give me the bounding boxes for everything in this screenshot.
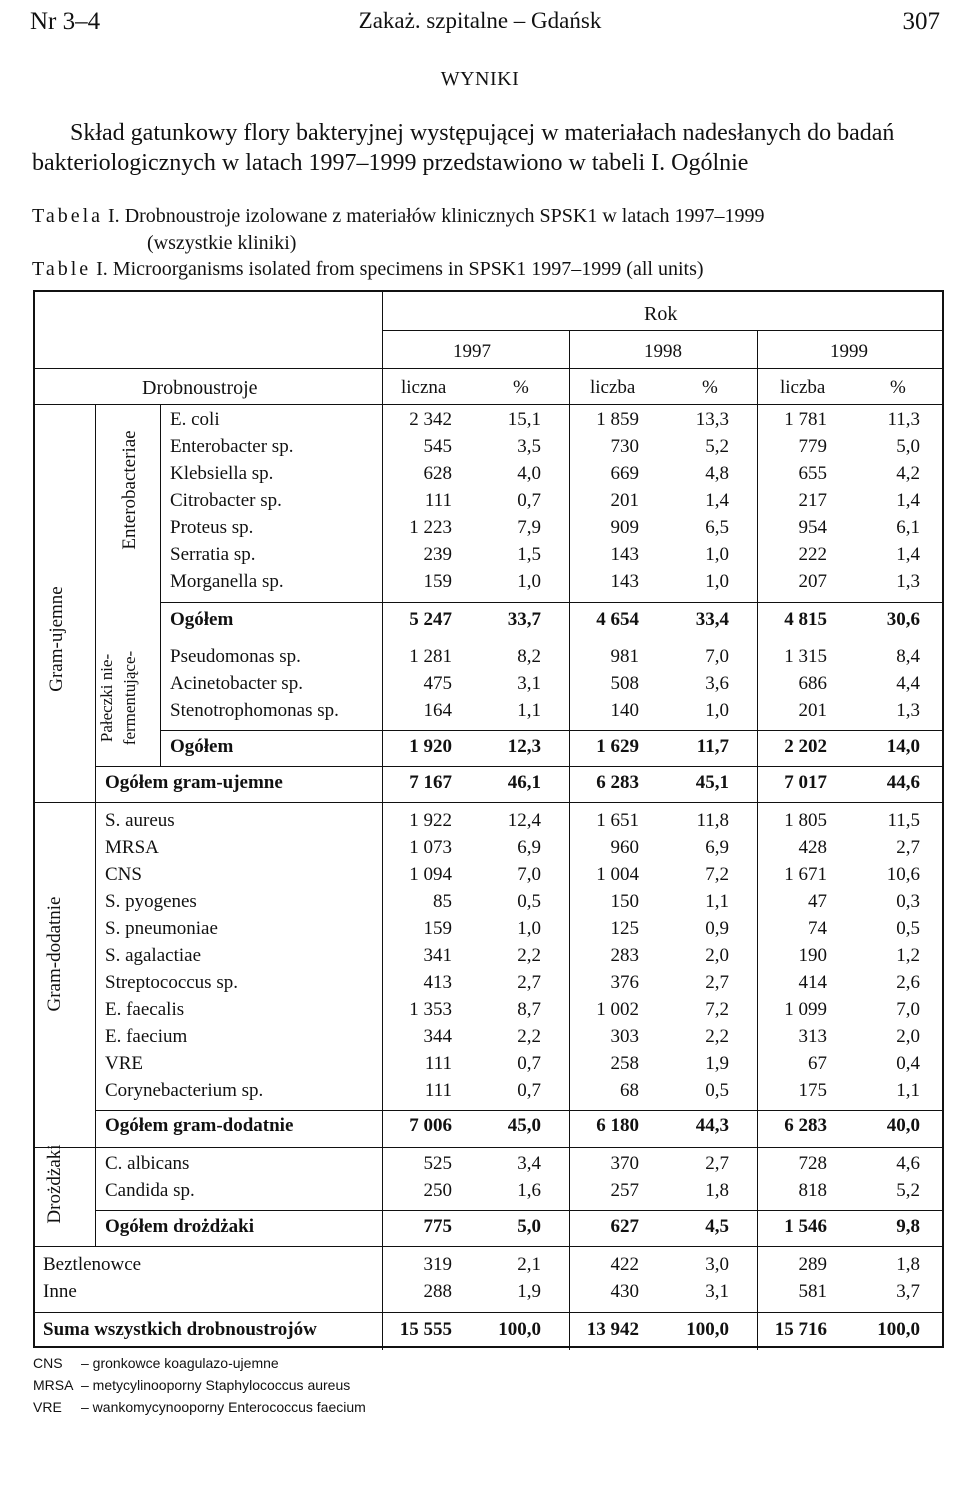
group-label-enterobacteriae: Enterobacteriae (119, 430, 140, 550)
table-cell: 376 (610, 972, 639, 993)
table-cell: 3,5 (517, 436, 541, 457)
table-cell: 370 (610, 1153, 639, 1174)
table-cell: 1 546 (784, 1216, 827, 1237)
table-cell: 6 180 (596, 1115, 639, 1136)
table-cell: 1,4 (896, 544, 920, 565)
table-cell: 68 (620, 1080, 639, 1101)
row-label: Ogółem gram-ujemne (105, 772, 283, 793)
table-cell: 6,1 (896, 517, 920, 538)
table-cell: 1,6 (517, 1180, 541, 1201)
table-cell: 1 859 (596, 409, 639, 430)
row-label: Acinetobacter sp. (170, 673, 303, 694)
group-label-gram-positive: Gram-dodatnie (44, 896, 65, 1012)
table-cell: 545 (423, 436, 452, 457)
group-label-nonferm-line2: fermentujące- (120, 650, 139, 746)
table-cell: 12,3 (507, 736, 541, 757)
table-cell: 4,0 (517, 463, 541, 484)
subhead-count-1998: liczba (590, 377, 636, 398)
table-cell: 6 283 (784, 1115, 827, 1136)
caption-text: Drobnoustroje izolowane z materiałów klinicznych SPSK1 w latach 1997–1999 (124, 205, 765, 227)
table-cell: 1,4 (896, 490, 920, 511)
table-cell: 1 805 (784, 810, 827, 831)
table-cell: 140 (610, 700, 639, 721)
table-cell: 2,2 (705, 1026, 729, 1047)
table-cell: 1 281 (409, 646, 452, 667)
table-cell: 11,7 (696, 736, 729, 757)
table-cell: 3,1 (517, 673, 541, 694)
table-cell: 46,1 (507, 772, 541, 793)
table-cell: 40,0 (886, 1115, 920, 1136)
table-cell: 2,7 (517, 972, 541, 993)
grid-line (35, 1312, 944, 1313)
table-cell: 2,2 (517, 945, 541, 966)
table-cell: 190 (798, 945, 827, 966)
row-label: Serratia sp. (170, 544, 256, 565)
table-cell: 159 (423, 571, 452, 592)
table-cell: 258 (610, 1053, 639, 1074)
table-cell: 100,0 (498, 1319, 541, 1340)
row-label: S. agalactiae (105, 945, 202, 966)
table-cell: 11,5 (887, 810, 920, 831)
table-cell: 344 (423, 1026, 452, 1047)
caption-label: Table (32, 258, 92, 280)
caption-text: Microorganisms isolated from specimens in SPSK1 1997–1999 (all units) (112, 258, 704, 280)
row-label: E. coli (170, 409, 220, 430)
table-cell: 11,8 (696, 810, 729, 831)
table-cell: 341 (423, 945, 452, 966)
row-label: C. albicans (105, 1153, 190, 1174)
table-cell: 164 (423, 700, 452, 721)
table-cell: 67 (808, 1053, 827, 1074)
table-cell: 5,0 (896, 436, 920, 457)
table-cell: 289 (798, 1254, 827, 1275)
table-cell: 4,5 (705, 1216, 729, 1237)
table-cell: 508 (610, 673, 639, 694)
table-cell: 14,0 (886, 736, 920, 757)
table-cell: 0,7 (517, 490, 541, 511)
table-cell: 954 (798, 517, 827, 538)
table-cell: 111 (424, 1080, 452, 1101)
group-label-gram-negative: Gram-ujemne (46, 586, 67, 692)
table-cell: 5,0 (517, 1216, 541, 1237)
table-cell: 2,6 (896, 972, 920, 993)
table-cell: 1,8 (705, 1180, 729, 1201)
table-cell: 207 (798, 571, 827, 592)
grid-line (382, 330, 944, 331)
table-cell: 779 (798, 436, 827, 457)
table-cell: 1 781 (784, 409, 827, 430)
table-cell: 6,9 (705, 837, 729, 858)
footnote-key: VRE (33, 1399, 62, 1415)
table-cell: 0,4 (896, 1053, 920, 1074)
row-label: S. pneumoniae (105, 918, 218, 939)
row-label: Beztlenowce (43, 1254, 142, 1275)
caption-number: I. (108, 205, 120, 227)
table-cell: 4,6 (896, 1153, 920, 1174)
row-label: CNS (105, 864, 142, 885)
table-cell: 9,8 (896, 1216, 920, 1237)
table-cell: 44,6 (886, 772, 920, 793)
table-cell: 313 (798, 1026, 827, 1047)
table-cell: 159 (423, 918, 452, 939)
table-cell: 5,2 (896, 1180, 920, 1201)
table-cell: 1 223 (409, 517, 452, 538)
grid-line (95, 404, 96, 1246)
footnote-text: – gronkowce koagulazo-ujemne (81, 1355, 279, 1371)
table-cell: 30,6 (886, 609, 920, 630)
table-cell: 239 (423, 544, 452, 565)
table-cell: 475 (423, 673, 452, 694)
footnotes (33, 1352, 366, 1418)
row-label: Ogółem drożdżaki (105, 1216, 255, 1237)
table-cell: 6,9 (517, 837, 541, 858)
table-cell: 2,7 (705, 1153, 729, 1174)
row-label: Pseudomonas sp. (170, 646, 301, 667)
table-cell: 1,0 (705, 571, 729, 592)
table-cell: 1,4 (705, 490, 729, 511)
table-cell: 1 099 (784, 999, 827, 1020)
table-cell: 2,0 (896, 1026, 920, 1047)
table-cell: 1 651 (596, 810, 639, 831)
row-label: E. faecalis (105, 999, 185, 1020)
footnote-text: – wankomycynooporny Enterococcus faecium (81, 1399, 366, 1415)
row-label: Klebsiella sp. (170, 463, 274, 484)
table-cell: 775 (423, 1216, 452, 1237)
subhead-count-1999: liczba (780, 377, 826, 398)
table-cell: 44,3 (695, 1115, 729, 1136)
row-label: Corynebacterium sp. (105, 1080, 264, 1101)
grid-line (757, 330, 758, 1350)
year-1997: 1997 (453, 341, 491, 362)
table-cell: 13 942 (586, 1319, 639, 1340)
subhead-pct-1998: % (702, 377, 718, 398)
table-cell: 2 202 (784, 736, 827, 757)
table-cell: 7,2 (705, 864, 729, 885)
grid-line (382, 292, 383, 1350)
table-cell: 818 (798, 1180, 827, 1201)
table-cell: 303 (610, 1026, 639, 1047)
table-cell: 2,7 (896, 837, 920, 858)
table-cell: 6 283 (596, 772, 639, 793)
table-cell: 981 (610, 646, 639, 667)
table-cell: 100,0 (877, 1319, 920, 1340)
table-cell: 413 (423, 972, 452, 993)
table-cell: 4,8 (705, 463, 729, 484)
table-cell: 7,2 (705, 999, 729, 1020)
table-cell: 7 006 (409, 1115, 452, 1136)
table-cell: 100,0 (686, 1319, 729, 1340)
table-cell: 422 (610, 1254, 639, 1275)
table-cell: 0,5 (705, 1080, 729, 1101)
table-cell: 74 (808, 918, 827, 939)
table-cell: 283 (610, 945, 639, 966)
footnote-text: – metycylinooporny Staphylococcus aureus (81, 1377, 351, 1393)
year-1998: 1998 (644, 341, 682, 362)
grid-line (35, 404, 944, 405)
table-cell: 45,0 (507, 1115, 541, 1136)
table-cell: 7,0 (705, 646, 729, 667)
table-cell: 0,7 (517, 1053, 541, 1074)
table-cell: 430 (610, 1281, 639, 1302)
table-cell: 4 815 (784, 609, 827, 630)
grid-line (95, 1210, 944, 1211)
subhead-pct-1997: % (513, 377, 529, 398)
row-label: Suma wszystkich drobnoustrojów (43, 1319, 317, 1340)
table-cell: 201 (610, 490, 639, 511)
table-cell: 960 (610, 837, 639, 858)
table-cell: 319 (423, 1254, 452, 1275)
table-cell: 7,9 (517, 517, 541, 538)
grid-line (160, 404, 161, 766)
table-cell: 11,3 (887, 409, 920, 430)
table-cell: 288 (423, 1281, 452, 1302)
table-cell: 3,6 (705, 673, 729, 694)
row-label: Enterobacter sp. (170, 436, 294, 457)
table-cell: 655 (798, 463, 827, 484)
table-cell: 7,0 (896, 999, 920, 1020)
caption-number: I. (96, 258, 108, 280)
table-cell: 125 (610, 918, 639, 939)
grid-line (35, 1246, 944, 1247)
footnote (33, 1374, 366, 1396)
year-1999: 1999 (830, 341, 868, 362)
table-cell: 581 (798, 1281, 827, 1302)
table-cell: 7 167 (409, 772, 452, 793)
table-cell: 175 (798, 1080, 827, 1101)
data-table (33, 290, 944, 1348)
table-caption-pl (32, 205, 765, 228)
table-cell: 1,1 (896, 1080, 920, 1101)
table-cell: 2,2 (517, 1026, 541, 1047)
running-header-issue: Nr 3–4 (30, 8, 101, 35)
table-cell: 217 (798, 490, 827, 511)
table-cell: 4 654 (596, 609, 639, 630)
table-cell: 1 002 (596, 999, 639, 1020)
body-paragraph: Skład gatunkowy flory bakteryjnej występującej w materiałach nadesłanych do badań bakteriologicznych w latach 1997–1999 przedstawiono w tabeli I. Ogólnie (32, 120, 895, 176)
page-number: 307 (902, 8, 940, 35)
table-cell: 15 555 (399, 1319, 452, 1340)
table-caption-en (32, 258, 704, 281)
table-cell: 1,3 (896, 700, 920, 721)
table-cell: 1 004 (596, 864, 639, 885)
table-cell: 909 (610, 517, 639, 538)
table-cell: 1,1 (705, 891, 729, 912)
table-cell: 12,4 (507, 810, 541, 831)
table-cell: 628 (423, 463, 452, 484)
table-cell: 1 629 (596, 736, 639, 757)
table-cell: 45,1 (695, 772, 729, 793)
grid-line (160, 602, 944, 603)
table-cell: 1,2 (896, 945, 920, 966)
table-cell: 1,0 (517, 918, 541, 939)
table-cell: 250 (423, 1180, 452, 1201)
footnote-key: MRSA (33, 1377, 74, 1393)
row-label: Candida sp. (105, 1180, 195, 1201)
row-label: MRSA (105, 837, 159, 858)
caption-label: Tabela (32, 205, 104, 227)
table-cell: 13,3 (695, 409, 729, 430)
table-cell: 627 (610, 1216, 639, 1237)
table-cell: 686 (798, 673, 827, 694)
table-cell: 525 (423, 1153, 452, 1174)
table-cell: 1,9 (517, 1281, 541, 1302)
table-cell: 0,7 (517, 1080, 541, 1101)
table-cell: 1 671 (784, 864, 827, 885)
table-cell: 111 (424, 1053, 452, 1074)
table-cell: 1,0 (705, 700, 729, 721)
table-cell: 257 (610, 1180, 639, 1201)
row-label: E. faecium (105, 1026, 188, 1047)
table-cell: 1 073 (409, 837, 452, 858)
grid-line (569, 330, 570, 1350)
table-cell: 111 (424, 490, 452, 511)
table-cell: 3,4 (517, 1153, 541, 1174)
row-label: S. aureus (105, 810, 175, 831)
table-cell: 1,0 (517, 571, 541, 592)
table-cell: 3,1 (705, 1281, 729, 1302)
table-cell: 4,2 (896, 463, 920, 484)
col-head-drobnoustroje: Drobnoustroje (142, 377, 258, 399)
rok-header: Rok (644, 303, 678, 325)
row-label: Inne (43, 1281, 77, 1302)
footnote (33, 1396, 366, 1418)
table-cell: 2 342 (409, 409, 452, 430)
table-cell: 4,4 (896, 673, 920, 694)
table-cell: 85 (433, 891, 452, 912)
table-cell: 2,7 (705, 972, 729, 993)
table-cell: 1,9 (705, 1053, 729, 1074)
row-label: Streptococcus sp. (105, 972, 238, 993)
row-label: Proteus sp. (170, 517, 254, 538)
row-label: S. pyogenes (105, 891, 197, 912)
table-cell: 10,6 (886, 864, 920, 885)
table-cell: 143 (610, 571, 639, 592)
footnote-key: CNS (33, 1355, 63, 1371)
group-label-nonferm-line1: Pałeczki nie- (97, 653, 116, 743)
table-cell: 8,2 (517, 646, 541, 667)
table-cell: 428 (798, 837, 827, 858)
table-cell: 201 (798, 700, 827, 721)
table-cell: 0,9 (705, 918, 729, 939)
table-cell: 1 920 (409, 736, 452, 757)
grid-line (95, 766, 944, 767)
table-cell: 1,0 (705, 544, 729, 565)
grid-line (35, 1147, 944, 1148)
table-caption-pl-line2: (wszystkie kliniki) (147, 232, 297, 254)
table-cell: 8,7 (517, 999, 541, 1020)
subhead-count-1997: liczna (401, 377, 447, 398)
grid-line (95, 1110, 944, 1111)
row-label: Citrobacter sp. (170, 490, 282, 511)
grid-line (35, 802, 944, 803)
grid-line (35, 368, 944, 369)
table-cell: 47 (808, 891, 827, 912)
table-cell: 3,7 (896, 1281, 920, 1302)
group-label-yeasts: Drożdżaki (44, 1144, 65, 1224)
footnote (33, 1352, 366, 1374)
table-cell: 1,8 (896, 1254, 920, 1275)
table-cell: 1 922 (409, 810, 452, 831)
table-cell: 1 315 (784, 646, 827, 667)
table-cell: 1 353 (409, 999, 452, 1020)
table-cell: 8,4 (896, 646, 920, 667)
table-cell: 2,1 (517, 1254, 541, 1275)
table-cell: 669 (610, 463, 639, 484)
table-cell: 5,2 (705, 436, 729, 457)
table-cell: 0,5 (517, 891, 541, 912)
table-cell: 5 247 (409, 609, 452, 630)
table-cell: 2,0 (705, 945, 729, 966)
grid-line (160, 730, 944, 731)
table-cell: 728 (798, 1153, 827, 1174)
row-label: Ogółem (170, 609, 234, 630)
table-cell: 15 716 (774, 1319, 827, 1340)
running-header-journal: Zakaż. szpitalne – Gdańsk (358, 8, 602, 33)
table-cell: 0,5 (896, 918, 920, 939)
table-cell: 1,1 (517, 700, 541, 721)
table-cell: 15,1 (507, 409, 541, 430)
table-cell: 222 (798, 544, 827, 565)
table-cell: 7,0 (517, 864, 541, 885)
table-cell: 0,3 (896, 891, 920, 912)
section-heading: WYNIKI (440, 68, 520, 90)
row-label: Morganella sp. (170, 571, 284, 592)
row-label: VRE (105, 1053, 143, 1074)
table-cell: 1,3 (896, 571, 920, 592)
subhead-pct-1999: % (890, 377, 906, 398)
table-cell: 414 (798, 972, 827, 993)
table-cell: 6,5 (705, 517, 729, 538)
row-label: Stenotrophomonas sp. (170, 700, 339, 721)
table-cell: 3,0 (705, 1254, 729, 1275)
table-cell: 143 (610, 544, 639, 565)
table-cell: 33,4 (695, 609, 729, 630)
table-cell: 33,7 (507, 609, 541, 630)
table-cell: 1 094 (409, 864, 452, 885)
table-cell: 150 (610, 891, 639, 912)
table-cell: 7 017 (784, 772, 827, 793)
row-label: Ogółem (170, 736, 234, 757)
table-cell: 730 (610, 436, 639, 457)
row-label: Ogółem gram-dodatnie (105, 1115, 294, 1136)
table-cell: 1,5 (517, 544, 541, 565)
